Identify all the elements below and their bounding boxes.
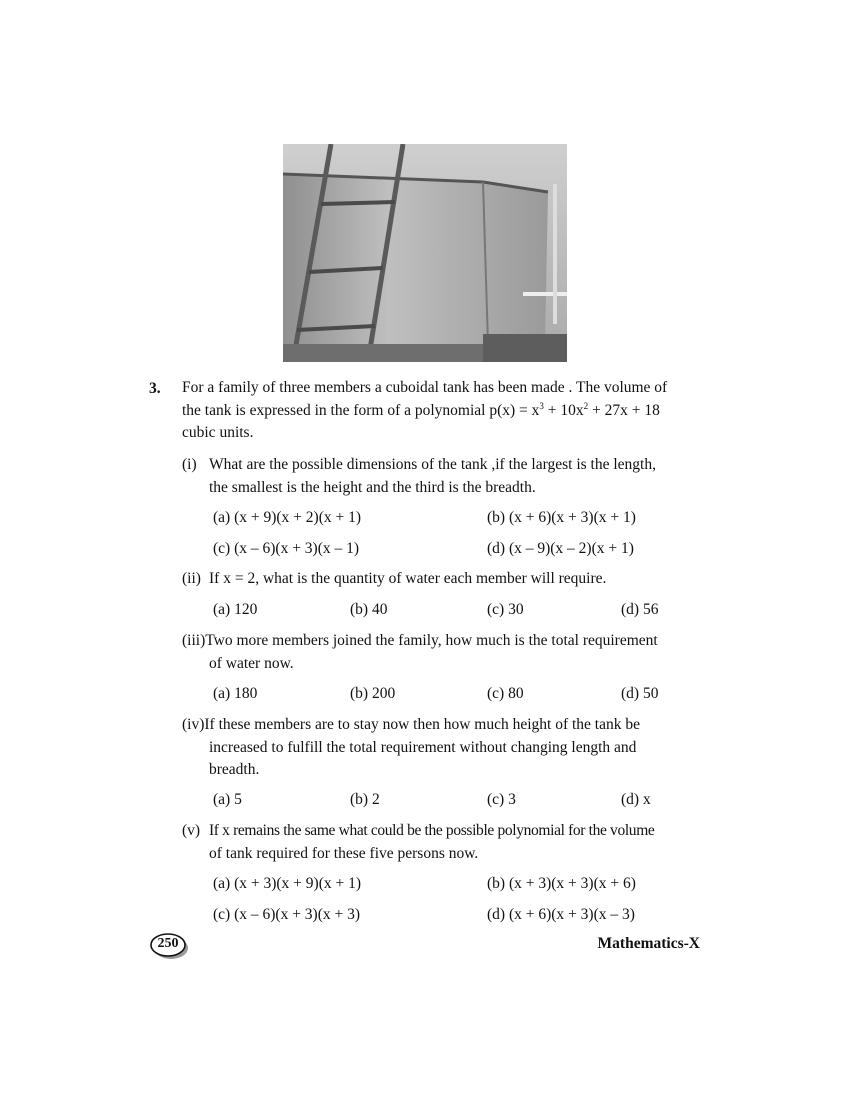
option-c[interactable]: (c) 80 [487,685,524,702]
page-number: 250 [157,936,179,951]
part-tag: (iv) [182,716,205,733]
part-tag: (ii) [182,570,201,587]
option-a[interactable]: (a) 120 [213,601,258,618]
part-tag: (iii) [182,632,206,649]
option-a[interactable]: (a) (x + 3)(x + 9)(x + 1) [213,875,362,892]
option-b[interactable]: (b) 200 [350,685,396,702]
option-d[interactable]: (d) 50 [621,685,659,702]
option-d[interactable]: (d) (x + 6)(x + 3)(x – 3) [487,906,635,923]
part-line: What are the possible dimensions of the tank ,if the largest is the length, [209,456,656,473]
stem-line-3: cubic units. [182,424,254,441]
tank-photo-drawing [283,144,567,362]
option-c[interactable]: (c) (x – 6)(x + 3)(x + 3) [213,906,361,923]
part-line: If these members are to stay now then how much height of the tank be [204,716,640,733]
option-b[interactable]: (b) (x + 3)(x + 3)(x + 6) [487,875,636,892]
option-b[interactable]: (b) 2 [350,791,380,808]
options-iv [213,789,700,811]
question-stem [182,377,700,445]
tank-photo [283,144,567,362]
part-iv [182,714,700,782]
part-iii [182,630,700,675]
option-d[interactable]: (d) 56 [621,601,659,618]
part-line: If x remains the same what could be the possible polynomial for the volume [209,822,655,839]
part-line: of water now. [209,654,294,672]
option-b[interactable]: (b) (x + 6)(x + 3)(x + 1) [487,509,636,526]
options-ii [213,599,700,621]
option-d[interactable]: (d) x [621,791,651,808]
part-line: increased to fulfill the total requirement without changing length and [209,738,637,756]
part-v [182,820,700,865]
part-line: Two more members joined the family, how much is the total requirement [205,632,658,649]
part-i [182,454,700,499]
page-number-badge [150,933,186,957]
part-line: breadth. [209,761,260,778]
question-number: 3. [149,380,161,397]
part-line: of tank required for these five persons now. [209,844,479,862]
part-line: If x = 2, what is the quantity of water each member will require. [209,570,607,587]
option-b[interactable]: (b) 40 [350,601,388,618]
option-a[interactable]: (a) 180 [213,685,258,702]
stem-line-1: For a family of three members a cuboidal tank has been made . The volume of [182,379,668,396]
options-v [213,873,700,923]
option-a[interactable]: (a) 5 [213,791,242,808]
stem-line-2: the tank is expressed in the form of a polynomial $p(x) = x^3 + 10x^2 + 27x + 18$ [182,400,660,419]
part-line: the smallest is the height and the third is the breadth. [209,478,536,496]
option-d[interactable]: (d) (x – 9)(x – 2)(x + 1) [487,540,634,557]
options-iii [213,683,700,705]
option-a[interactable]: (a) (x + 9)(x + 2)(x + 1) [213,509,362,526]
options-i [213,507,700,557]
part-tag: (v) [182,822,201,839]
part-ii [182,568,700,591]
part-tag: (i) [182,456,197,473]
option-c[interactable]: (c) 30 [487,601,524,618]
option-c[interactable]: (c) 3 [487,791,516,808]
book-title: Mathematics-X [597,935,700,952]
option-c[interactable]: (c) (x – 6)(x + 3)(x – 1) [213,540,360,557]
